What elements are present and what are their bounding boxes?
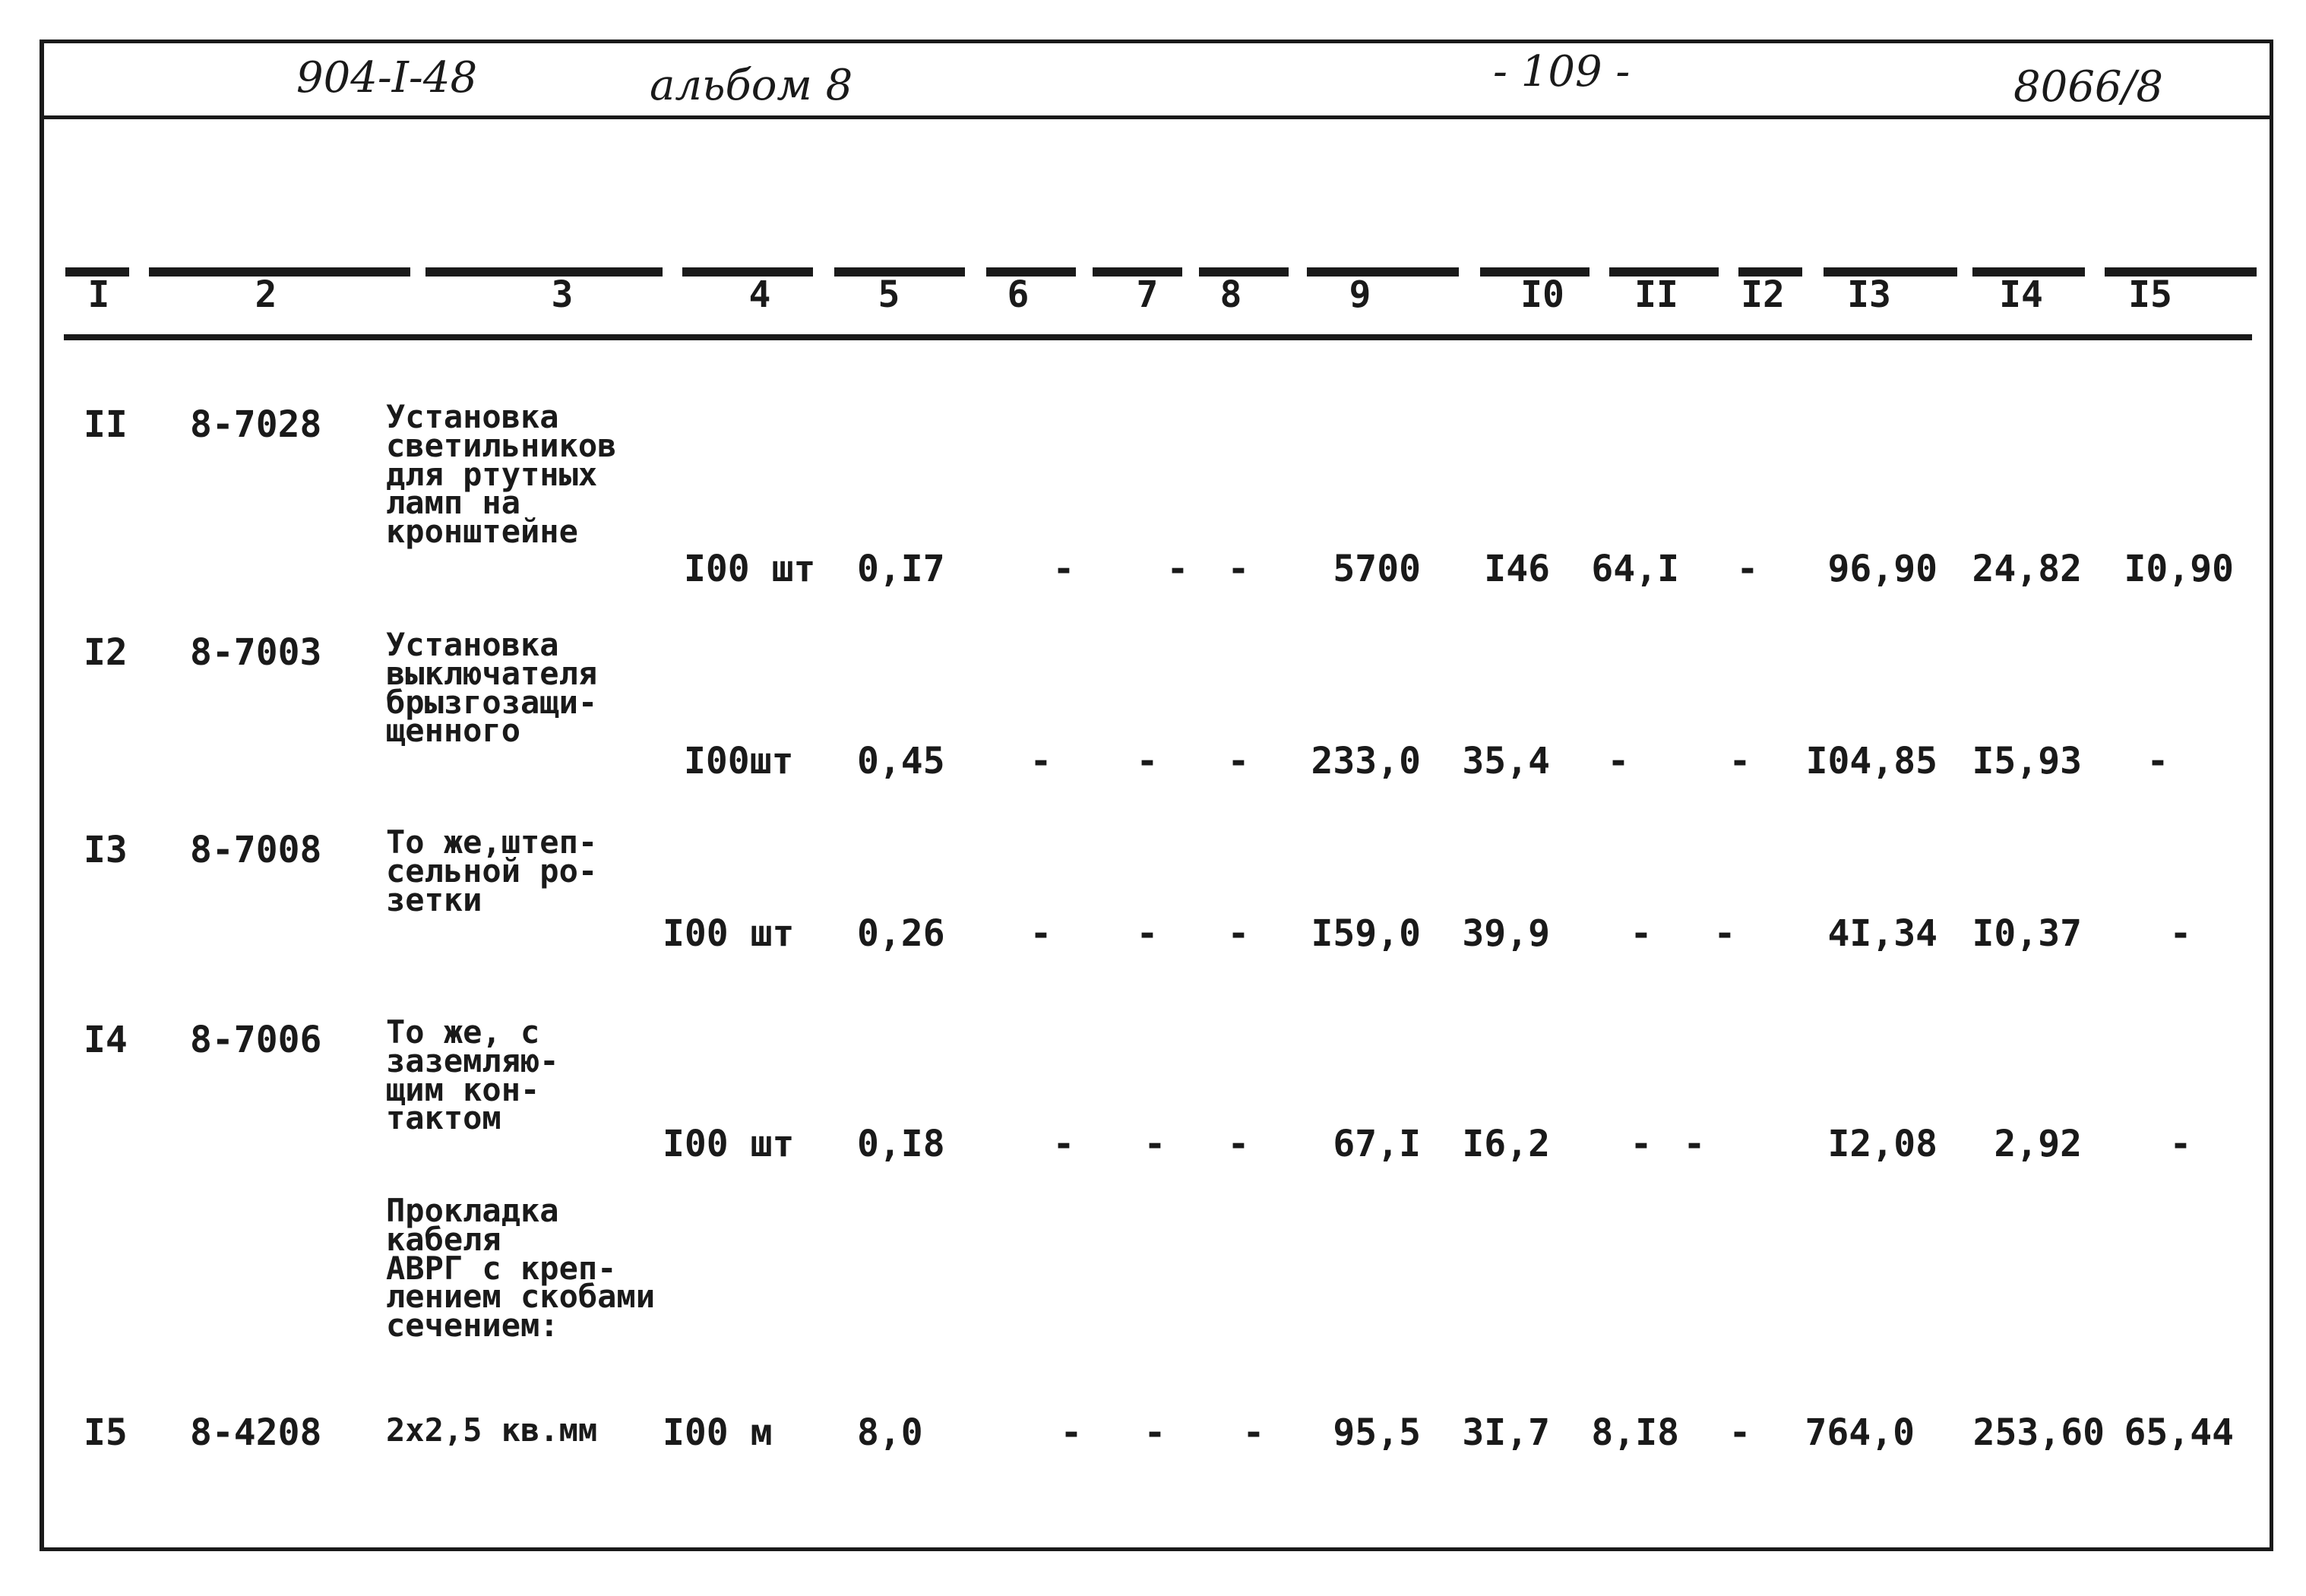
col13: I2,08 (1827, 1123, 1937, 1165)
col14: I5,93 (1972, 740, 2082, 782)
col15: - (2146, 740, 2169, 782)
column-number: 8 (1219, 273, 1242, 316)
col9: 5700 (1333, 548, 1421, 590)
row-number: I3 (84, 829, 128, 871)
column-number: I3 (1847, 273, 1891, 316)
quantity: 0,45 (857, 740, 945, 782)
column-number: 4 (748, 273, 771, 316)
work-description: Установка выключателя брызгозащи- щенного (386, 626, 598, 750)
col12: - (1713, 912, 1736, 955)
row-number: I5 (84, 1411, 128, 1454)
row-number: II (84, 403, 128, 446)
row-number: I2 (84, 631, 128, 674)
col13: 96,90 (1827, 548, 1937, 590)
page-frame (40, 40, 2273, 1551)
col6: - (1052, 1123, 1075, 1165)
quantity: 0,I7 (857, 548, 945, 590)
column-number: I4 (1999, 273, 2043, 316)
col12: - (1683, 1123, 1706, 1165)
col11: 64,I (1591, 548, 1679, 590)
col14: 253,60 (1972, 1411, 2105, 1454)
work-description: 2х2,5 кв.мм (386, 1411, 598, 1449)
col15: - (2169, 1123, 2192, 1165)
col6: - (1052, 548, 1075, 590)
column-number: I5 (2128, 273, 2172, 316)
col15: - (2169, 912, 2192, 955)
page-number: - 109 - (1493, 47, 1631, 96)
col15: 65,44 (2124, 1411, 2234, 1454)
col7: - (1166, 548, 1189, 590)
rate-code: 8-4208 (190, 1411, 322, 1454)
col10: 39,9 (1462, 912, 1550, 955)
col8: - (1227, 548, 1250, 590)
col9: I59,0 (1311, 912, 1421, 955)
col7: - (1136, 740, 1159, 782)
project-code: 904-I-48 (296, 53, 478, 103)
column-number: 7 (1136, 273, 1159, 316)
col8: - (1227, 912, 1250, 955)
col15: I0,90 (2124, 548, 2234, 590)
quantity: 0,26 (857, 912, 945, 955)
col10: 3I,7 (1462, 1411, 1550, 1454)
col11: - (1630, 1123, 1653, 1165)
col10: I46 (1484, 548, 1550, 590)
unit: I00 шт (663, 1123, 795, 1165)
col6: - (1030, 740, 1052, 782)
rate-code: 8-7008 (190, 829, 322, 871)
col14: 2,92 (1994, 1123, 2082, 1165)
col6: - (1060, 1411, 1083, 1454)
col11: - (1630, 912, 1653, 955)
col8: - (1227, 1123, 1250, 1165)
column-number: II (1634, 273, 1678, 316)
column-number: 3 (551, 273, 574, 316)
col12: - (1729, 740, 1751, 782)
row-number: I4 (84, 1019, 128, 1061)
work-description: Установка светильников для ртутных ламп на кронштейне (386, 398, 617, 551)
col13: 4I,34 (1827, 912, 1937, 955)
column-number: I2 (1741, 273, 1785, 316)
header-rule (40, 115, 2273, 119)
column-number: I0 (1520, 273, 1564, 316)
album-label: альбом 8 (650, 61, 853, 110)
unit: I00 шт (663, 912, 795, 955)
quantity: 0,I8 (857, 1123, 945, 1165)
rate-code: 8-7003 (190, 631, 322, 674)
column-number: 9 (1349, 273, 1371, 316)
unit: I00 шт (684, 548, 816, 590)
col11: 8,I8 (1591, 1411, 1679, 1454)
col12: - (1729, 1411, 1751, 1454)
col10: 35,4 (1462, 740, 1550, 782)
work-description: То же, с заземляю- щим кон- тактом (386, 1013, 559, 1137)
col7: - (1144, 1123, 1166, 1165)
col9: 233,0 (1311, 740, 1421, 782)
rate-code: 8-7028 (190, 403, 322, 446)
col9: 95,5 (1333, 1411, 1421, 1454)
col7: - (1136, 912, 1159, 955)
section-description: Прокладка кабеля АВРГ с креп- лением скобами сечением: (386, 1192, 656, 1345)
column-number: I (87, 273, 110, 316)
column-header-bottom-rule (64, 334, 2252, 340)
col14: I0,37 (1972, 912, 2082, 955)
col8: - (1242, 1411, 1265, 1454)
col14: 24,82 (1972, 548, 2082, 590)
col9: 67,I (1333, 1123, 1421, 1165)
column-number: 5 (878, 273, 900, 316)
col10: I6,2 (1462, 1123, 1550, 1165)
document-number: 8066/8 (2013, 62, 2164, 112)
unit: I00 м (663, 1411, 773, 1454)
rate-code: 8-7006 (190, 1019, 322, 1061)
work-description: То же,штеп- сельной ро- зетки (386, 823, 598, 918)
col8: - (1227, 740, 1250, 782)
column-number: 2 (255, 273, 277, 316)
col11: - (1607, 740, 1630, 782)
column-number: 6 (1007, 273, 1030, 316)
quantity: 8,0 (857, 1411, 923, 1454)
col6: - (1030, 912, 1052, 955)
unit: I00шт (684, 740, 794, 782)
col12: - (1736, 548, 1759, 590)
col13: I04,85 (1805, 740, 1937, 782)
col7: - (1144, 1411, 1166, 1454)
col13: 764,0 (1805, 1411, 1915, 1454)
